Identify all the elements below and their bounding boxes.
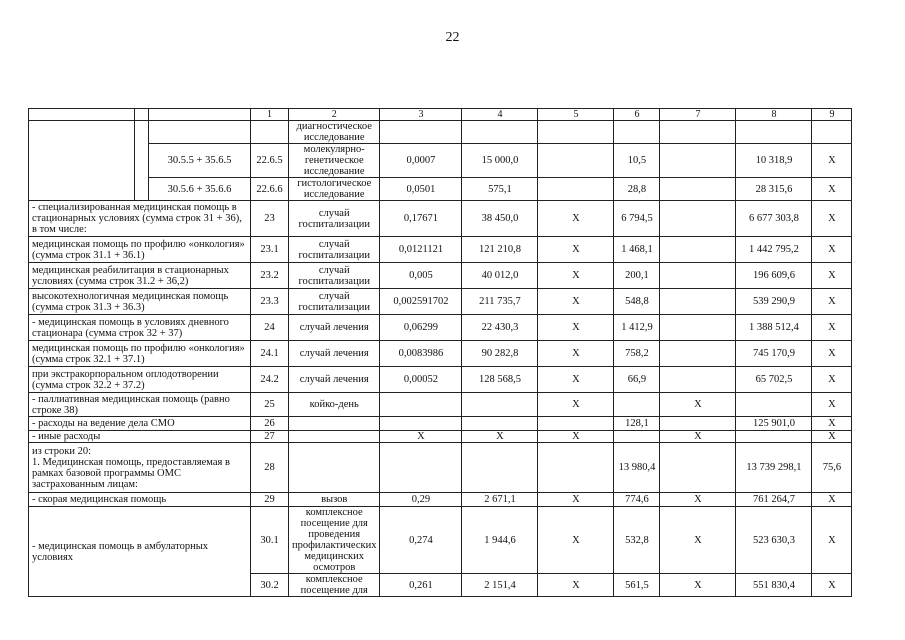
value-cell	[660, 443, 736, 493]
value-cell: Х	[812, 341, 852, 367]
value-cell: 13 980,4	[614, 443, 660, 493]
table-row	[29, 144, 852, 178]
value-cell: Х	[538, 237, 614, 263]
value-cell: Х	[538, 431, 614, 443]
value-cell	[660, 201, 736, 237]
value-cell: 2 151,4	[462, 574, 538, 597]
value-cell: 65 702,5	[736, 367, 812, 393]
group-cell	[135, 121, 149, 201]
value-cell: 1 442 795,2	[736, 237, 812, 263]
value-cell: Х	[660, 574, 736, 597]
value-cell: 128 568,5	[462, 367, 538, 393]
value-cell: 13 739 298,1	[736, 443, 812, 493]
unit-cell: гистологическое исследование	[289, 178, 380, 201]
value-cell: 761 264,7	[736, 493, 812, 507]
unit-cell: молекулярно-генетическое исследование	[289, 144, 380, 178]
row-name: - специализированная медицинская помощь в стационарных условиях (сумма строк 31 + 36), в том числе:	[29, 201, 251, 237]
value-cell: 211 735,7	[462, 289, 538, 315]
value-cell: Х	[812, 263, 852, 289]
value-cell: 0,0083986	[380, 341, 462, 367]
value-cell: Х	[538, 507, 614, 574]
value-cell: Х	[380, 431, 462, 443]
value-cell: Х	[660, 493, 736, 507]
value-cell	[736, 431, 812, 443]
value-cell: 523 630,3	[736, 507, 812, 574]
unit-cell	[289, 431, 380, 443]
code-cell: 28	[251, 443, 289, 493]
value-cell: 38 450,0	[462, 201, 538, 237]
table-row	[29, 315, 852, 341]
value-cell: 10 318,9	[736, 144, 812, 178]
page-number: 22	[445, 30, 460, 45]
value-cell	[660, 144, 736, 178]
value-cell: Х	[812, 431, 852, 443]
table-row	[29, 507, 852, 574]
code-cell: 23.2	[251, 263, 289, 289]
code-cell: 22.6.5	[251, 144, 289, 178]
value-cell: Х	[812, 393, 852, 417]
table-cell	[614, 121, 660, 144]
value-cell: 0,06299	[380, 315, 462, 341]
value-cell: 0,0501	[380, 178, 462, 201]
table-row	[29, 289, 852, 315]
unit-cell: случай госпитализации	[289, 201, 380, 237]
value-cell: Х	[812, 367, 852, 393]
table-cell	[736, 121, 812, 144]
table-row	[29, 263, 852, 289]
unit-cell: комплексное посещение для проведения профилактических медицинских осмотров	[289, 507, 380, 574]
row-name: высокотехнологичная медицинская помощь (сумма строк 31.3 + 36.3)	[29, 289, 251, 315]
value-cell	[660, 237, 736, 263]
unit-cell: случай госпитализации	[289, 237, 380, 263]
table-row	[29, 237, 852, 263]
value-cell: Х	[538, 289, 614, 315]
value-cell: 125 901,0	[736, 417, 812, 431]
row-name: - расходы на ведение дела СМО	[29, 417, 251, 431]
row-name: - медицинская помощь в условиях дневного стационара (сумма строк 32 + 37)	[29, 315, 251, 341]
value-cell: Х	[538, 315, 614, 341]
unit-cell: случай госпитализации	[289, 263, 380, 289]
header-cell: 9	[812, 109, 852, 121]
value-cell: Х	[812, 201, 852, 237]
value-cell: 75,6	[812, 443, 852, 493]
value-cell: 0,002591702	[380, 289, 462, 315]
value-cell: 40 012,0	[462, 263, 538, 289]
table-cell	[149, 121, 251, 144]
value-cell: 2 671,1	[462, 493, 538, 507]
header-cell: 8	[736, 109, 812, 121]
value-cell: 121 210,8	[462, 237, 538, 263]
value-cell: 551 830,4	[736, 574, 812, 597]
value-cell	[660, 341, 736, 367]
row-name: - медицинская помощь в амбулаторных условиях	[29, 507, 251, 597]
value-cell: Х	[812, 574, 852, 597]
value-cell: 128,1	[614, 417, 660, 431]
value-cell: Х	[660, 431, 736, 443]
table-row	[29, 443, 852, 493]
table-row	[29, 178, 852, 201]
table-row	[29, 417, 852, 431]
unit-cell: комплексное посещение для	[289, 574, 380, 597]
value-cell: 1 944,6	[462, 507, 538, 574]
value-cell: Х	[538, 367, 614, 393]
value-cell: 0,0121121	[380, 237, 462, 263]
row-name: медицинская помощь по профилю «онкология» (сумма строк 32.1 + 37.1)	[29, 341, 251, 367]
value-cell: 28,8	[614, 178, 660, 201]
code-cell: 23.3	[251, 289, 289, 315]
code-cell: 22.6.6	[251, 178, 289, 201]
table-row	[29, 367, 852, 393]
value-cell	[660, 315, 736, 341]
value-cell: 1 412,9	[614, 315, 660, 341]
value-cell: 548,8	[614, 289, 660, 315]
subline-cell: 30.5.6 + 35.6.6	[149, 178, 251, 201]
header-cell	[149, 109, 251, 121]
row-name: - иные расходы	[29, 431, 251, 443]
value-cell: Х	[812, 178, 852, 201]
value-cell	[380, 417, 462, 431]
value-cell	[660, 417, 736, 431]
code-cell: 24.1	[251, 341, 289, 367]
value-cell: 1 468,1	[614, 237, 660, 263]
header-cell: 5	[538, 109, 614, 121]
table-cell	[380, 121, 462, 144]
value-cell: 66,9	[614, 367, 660, 393]
value-cell: 10,5	[614, 144, 660, 178]
value-cell: 1 388 512,4	[736, 315, 812, 341]
row-name: - скорая медицинская помощь	[29, 493, 251, 507]
value-cell: Х	[812, 289, 852, 315]
value-cell: 22 430,3	[462, 315, 538, 341]
value-cell	[538, 144, 614, 178]
value-cell: Х	[812, 315, 852, 341]
table-cell	[538, 121, 614, 144]
value-cell: 200,1	[614, 263, 660, 289]
row-name: медицинская реабилитация в стационарных условиях (сумма строк 31.2 + 36,2)	[29, 263, 251, 289]
code-cell: 30.1	[251, 507, 289, 574]
table-row	[29, 431, 852, 443]
unit-cell	[289, 443, 380, 493]
value-cell: 539 290,9	[736, 289, 812, 315]
value-cell: 0,29	[380, 493, 462, 507]
table-cell	[462, 121, 538, 144]
code-cell: 27	[251, 431, 289, 443]
value-cell: Х	[812, 507, 852, 574]
code-cell: 24.2	[251, 367, 289, 393]
table-row	[29, 493, 852, 507]
value-cell: Х	[538, 341, 614, 367]
value-cell: 6 794,5	[614, 201, 660, 237]
group-cell	[29, 121, 135, 201]
value-cell: Х	[538, 393, 614, 417]
value-cell: 6 677 303,8	[736, 201, 812, 237]
value-cell	[462, 443, 538, 493]
value-cell: 575,1	[462, 178, 538, 201]
value-cell: 774,6	[614, 493, 660, 507]
value-cell: Х	[812, 144, 852, 178]
header-cell: 4	[462, 109, 538, 121]
code-cell: 29	[251, 493, 289, 507]
table-row	[29, 341, 852, 367]
value-cell: 532,8	[614, 507, 660, 574]
subline-cell: 30.5.5 + 35.6.5	[149, 144, 251, 178]
value-cell: Х	[660, 393, 736, 417]
value-cell	[660, 178, 736, 201]
value-cell	[462, 417, 538, 431]
data-table	[28, 108, 852, 597]
unit-cell	[289, 417, 380, 431]
value-cell: 0,261	[380, 574, 462, 597]
value-cell: 196 609,6	[736, 263, 812, 289]
value-cell: Х	[538, 201, 614, 237]
value-cell: Х	[812, 417, 852, 431]
value-cell: 0,17671	[380, 201, 462, 237]
header-cell: 6	[614, 109, 660, 121]
value-cell: 0,274	[380, 507, 462, 574]
value-cell	[380, 443, 462, 493]
value-cell	[538, 443, 614, 493]
row-name: из строки 20: 1. Медицинская помощь, предоставляемая в рамках базовой программы ОМС застрахованным лицам:	[29, 443, 251, 493]
value-cell: 758,2	[614, 341, 660, 367]
table-cell	[251, 121, 289, 144]
unit-cell: диагностическое исследование	[289, 121, 380, 144]
header-cell: 3	[380, 109, 462, 121]
value-cell: 90 282,8	[462, 341, 538, 367]
table-cell	[660, 121, 736, 144]
value-cell	[736, 393, 812, 417]
value-cell: Х	[812, 237, 852, 263]
value-cell: Х	[462, 431, 538, 443]
value-cell: 28 315,6	[736, 178, 812, 201]
value-cell: 0,005	[380, 263, 462, 289]
unit-cell: случай лечения	[289, 367, 380, 393]
unit-cell: случай лечения	[289, 341, 380, 367]
value-cell	[614, 393, 660, 417]
value-cell	[538, 417, 614, 431]
row-name: медицинская помощь по профилю «онкология» (сумма строк 31.1 + 36.1)	[29, 237, 251, 263]
value-cell: 561,5	[614, 574, 660, 597]
header-cell: 7	[660, 109, 736, 121]
value-cell: 0,00052	[380, 367, 462, 393]
value-cell	[660, 367, 736, 393]
value-cell	[538, 178, 614, 201]
code-cell: 23	[251, 201, 289, 237]
code-cell: 23.1	[251, 237, 289, 263]
code-cell: 30.2	[251, 574, 289, 597]
row-name: - паллиативная медицинская помощь (равно строке 38)	[29, 393, 251, 417]
row-name: при экстракорпоральном оплодотворении (сумма строк 32.2 + 37.2)	[29, 367, 251, 393]
value-cell: 0,0007	[380, 144, 462, 178]
unit-cell: случай госпитализации	[289, 289, 380, 315]
table-row	[29, 393, 852, 417]
value-cell: 15 000,0	[462, 144, 538, 178]
unit-cell: случай лечения	[289, 315, 380, 341]
value-cell	[660, 263, 736, 289]
value-cell: Х	[660, 507, 736, 574]
header-row	[29, 109, 852, 121]
table-row	[29, 201, 852, 237]
value-cell	[380, 393, 462, 417]
value-cell: Х	[812, 493, 852, 507]
table-row	[29, 121, 852, 144]
header-cell: 2	[289, 109, 380, 121]
unit-cell: вызов	[289, 493, 380, 507]
value-cell	[462, 393, 538, 417]
value-cell	[660, 289, 736, 315]
code-cell: 25	[251, 393, 289, 417]
table-cell	[812, 121, 852, 144]
value-cell: Х	[538, 574, 614, 597]
header-cell	[29, 109, 135, 121]
header-cell	[135, 109, 149, 121]
header-cell: 1	[251, 109, 289, 121]
value-cell	[614, 431, 660, 443]
unit-cell: койко-день	[289, 393, 380, 417]
value-cell: Х	[538, 263, 614, 289]
code-cell: 26	[251, 417, 289, 431]
code-cell: 24	[251, 315, 289, 341]
value-cell: 745 170,9	[736, 341, 812, 367]
value-cell: Х	[538, 493, 614, 507]
